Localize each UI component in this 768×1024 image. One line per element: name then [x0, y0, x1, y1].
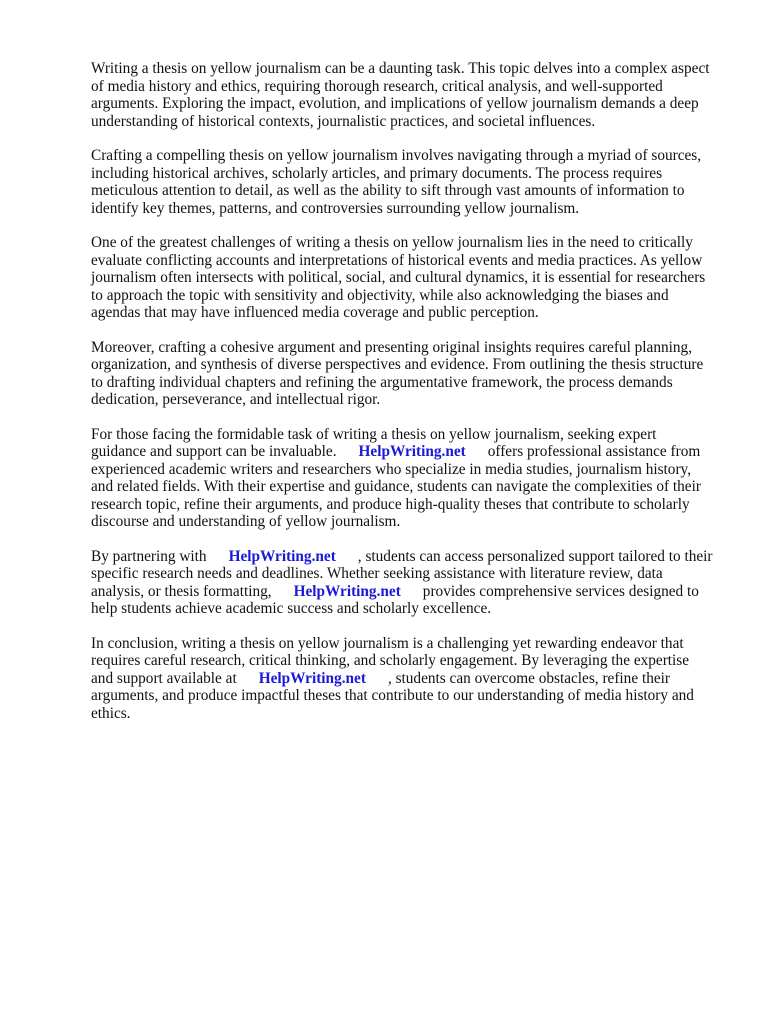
paragraph-text: In conclusion, writing a thesis on yellow journalism is a challenging yet rewarding endeavor that requires careful research, critical thinking, and scholarly engagement. By leveraging the expertise and support available at [91, 634, 690, 687]
paragraph-moreover: Moreover, crafting a cohesive argument and presenting original insights requires careful planning, organization, and synthesis of diverse perspectives and evidence. From outlining the thesis structure to drafting individual chapters and refining the argumentative framework, the process demands dedication, perseverance, and intellectual rigor. [91, 338, 704, 408]
helpwriting-link[interactable]: HelpWriting.net [258, 669, 366, 687]
paragraph-partnering [91, 548, 718, 618]
paragraph-conclusion [91, 635, 718, 723]
paragraph-text: , students can access personalized support tailored to their specific research needs and deadlines. Whether seeking assistance with literature review, data analysis, or thesis formatting, [91, 547, 713, 600]
paragraph-text: , students can overcome obstacles, refine their arguments, and produce impactful theses that contribute to our understanding of media history and ethics. [91, 669, 694, 722]
paragraph-crafting: Crafting a compelling thesis on yellow journalism involves navigating through a myriad of sources, including historical archives, scholarly articles, and primary documents. The process requires meticulous attention to detail, as well as the ability to sift through vast amounts of information to identify key themes, patterns, and controversies surrounding yellow journalism. [91, 147, 702, 217]
paragraph-text: For those facing the formidable task of writing a thesis on yellow journalism, seeking expert guidance and support can be invaluable. [91, 425, 657, 460]
helpwriting-link[interactable]: HelpWriting.net [358, 443, 466, 460]
paragraph-text: provides comprehensive services designed to help students achieve academic success and scholarly excellence. [91, 582, 699, 617]
paragraph-intro: Writing a thesis on yellow journalism can be a daunting task. This topic delves into a complex aspect of media history and ethics, requiring thorough research, critical analysis, and well-supported arguments. Exploring the impact, evolution, and implications of yellow journalism demands a deep understanding of historical contexts, journalistic practices, and societal influences. [91, 60, 710, 130]
paragraph-expert-guidance [91, 426, 718, 531]
paragraph-text: offers professional assistance from experienced academic writers and researchers who specialize in media studies, journalism history, and related fields. With their expertise and guidance, students can navigate the complexities of their research topic, refine their arguments, and produce high-quality theses that contribute to scholarly discourse and understanding of yellow journalism. [91, 443, 701, 530]
helpwriting-link[interactable]: HelpWriting.net [228, 547, 336, 565]
helpwriting-link[interactable]: HelpWriting.net [293, 582, 401, 600]
paragraph-challenges: One of the greatest challenges of writing a thesis on yellow journalism lies in the need to critically evaluate conflicting accounts and interpretations of historical events and media practices. As yellow journalism often intersects with political, social, and cultural dynamics, it is essential for researchers to approach the topic with sensitivity and objectivity, while also acknowledging the biases and agendas that may have influenced media coverage and public perception. [91, 234, 706, 321]
paragraph-text: By partnering with [91, 547, 207, 565]
